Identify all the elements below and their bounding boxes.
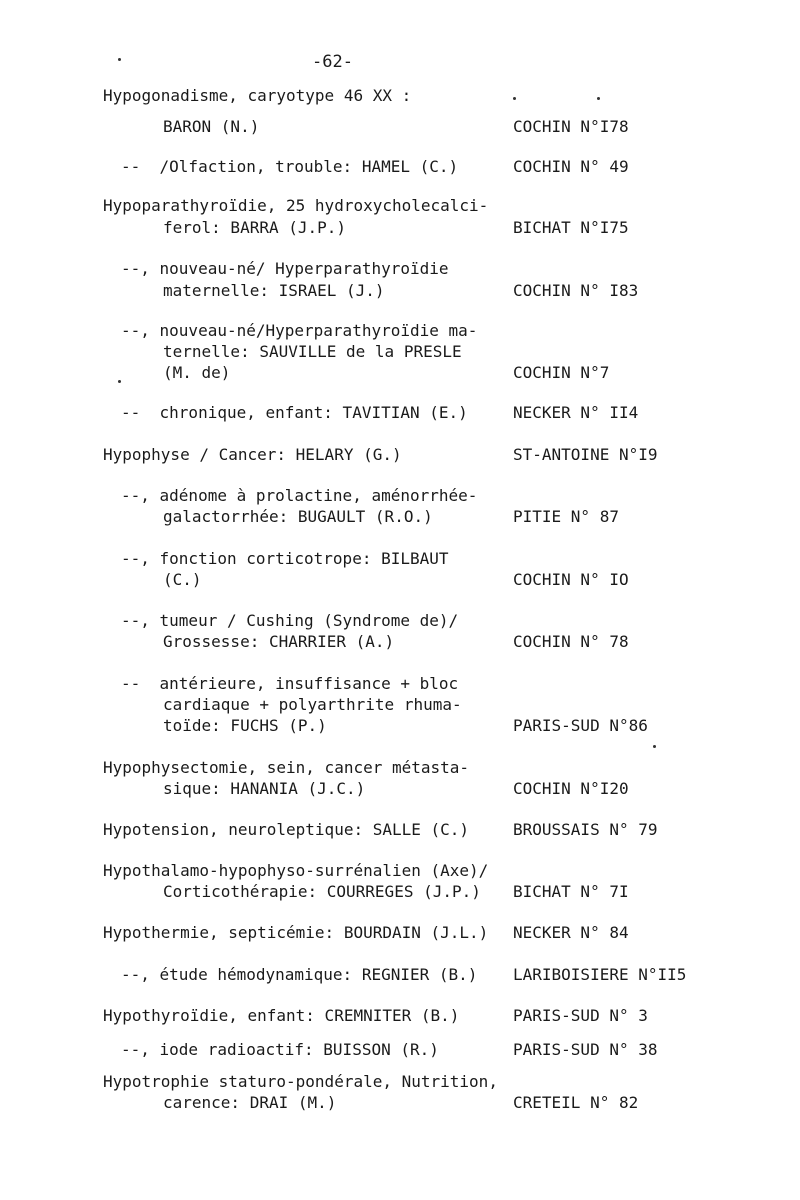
source-reference: BROUSSAIS N° 79	[513, 820, 658, 839]
entry-line: -- antérieure, insuffisance + bloc	[121, 674, 459, 693]
source-reference: PARIS-SUD N°86	[513, 716, 648, 735]
entry-line: -- chronique, enfant: TAVITIAN (E.)	[121, 403, 468, 422]
source-reference: CRETEIL N° 82	[513, 1093, 639, 1112]
entry-line: Hypothermie, septicémie: BOURDAIN (J.L.)	[103, 923, 489, 942]
entry-line: Hypoparathyroïdie, 25 hydroxycholecalci-	[103, 196, 489, 215]
entry-line: --, tumeur / Cushing (Syndrome de)/	[121, 611, 459, 630]
source-reference: COCHIN N° 49	[513, 157, 629, 176]
entry-line: BARON (N.)	[163, 117, 260, 136]
entry-line: Hypophysectomie, sein, cancer métasta-	[103, 758, 470, 777]
entry-line: maternelle: ISRAEL (J.)	[163, 281, 385, 300]
entry-line: carence: DRAI (M.)	[163, 1093, 337, 1112]
entry-line: Hypothalamo-hypophyso-surrénalien (Axe)/	[103, 861, 489, 880]
source-reference: COCHIN N° IO	[513, 570, 629, 589]
source-reference: COCHIN N°I20	[513, 779, 629, 798]
source-reference: PARIS-SUD N° 3	[513, 1006, 648, 1025]
entry-line: Hypotension, neuroleptique: SALLE (C.)	[103, 820, 470, 839]
entry-line: (M. de)	[163, 363, 231, 382]
entry-line: sique: HANANIA (J.C.)	[163, 779, 366, 798]
entry-line: cardiaque + polyarthrite rhuma-	[163, 695, 462, 714]
entry-line: Hypophyse / Cancer: HELARY (G.)	[103, 445, 402, 464]
source-reference: BICHAT N° 7I	[513, 882, 629, 901]
source-reference: PARIS-SUD N° 38	[513, 1040, 658, 1059]
entry-line: ternelle: SAUVILLE de la PRESLE	[163, 342, 462, 361]
entry-line: Hypogonadisme, caryotype 46 XX :	[103, 86, 412, 105]
source-reference: COCHIN N°I78	[513, 117, 629, 136]
entry-line: ferol: BARRA (J.P.)	[163, 218, 347, 237]
source-reference: COCHIN N°7	[513, 363, 610, 382]
source-reference: LARIBOISIERE N°II5	[513, 965, 687, 984]
source-reference: COCHIN N° 78	[513, 632, 629, 651]
entry-line: Hypothyroïdie, enfant: CREMNITER (B.)	[103, 1006, 460, 1025]
entry-line: Grossesse: CHARRIER (A.)	[163, 632, 395, 651]
entry-line: Hypotrophie staturo-pondérale, Nutrition,	[103, 1072, 498, 1091]
entry-line: (C.)	[163, 570, 202, 589]
scan-speck	[118, 380, 121, 383]
entry-line: --, iode radioactif: BUISSON (R.)	[121, 1040, 439, 1059]
source-reference: NECKER N° II4	[513, 403, 639, 422]
entry-line: galactorrhée: BUGAULT (R.O.)	[163, 507, 433, 526]
source-reference: COCHIN N° I83	[513, 281, 639, 300]
entry-line: --, nouveau-né/Hyperparathyroïdie ma-	[121, 321, 478, 340]
entry-line: --, étude hémodynamique: REGNIER (B.)	[121, 965, 478, 984]
page-number: -62-	[312, 52, 353, 72]
source-reference: ST-ANTOINE N°I9	[513, 445, 658, 464]
scan-speck	[118, 58, 121, 61]
entry-line: -- /Olfaction, trouble: HAMEL (C.)	[121, 157, 459, 176]
scan-speck	[597, 97, 600, 100]
entry-line: --, fonction corticotrope: BILBAUT	[121, 549, 449, 568]
entry-line: --, adénome à prolactine, aménorrhée-	[121, 486, 478, 505]
entry-line: Corticothérapie: COURREGES (J.P.)	[163, 882, 481, 901]
source-reference: PITIE N° 87	[513, 507, 619, 526]
entry-line: toïde: FUCHS (P.)	[163, 716, 327, 735]
entry-line: --, nouveau-né/ Hyperparathyroïdie	[121, 259, 449, 278]
scan-speck	[653, 745, 656, 748]
source-reference: BICHAT N°I75	[513, 218, 629, 237]
scan-speck	[513, 97, 516, 100]
source-reference: NECKER N° 84	[513, 923, 629, 942]
